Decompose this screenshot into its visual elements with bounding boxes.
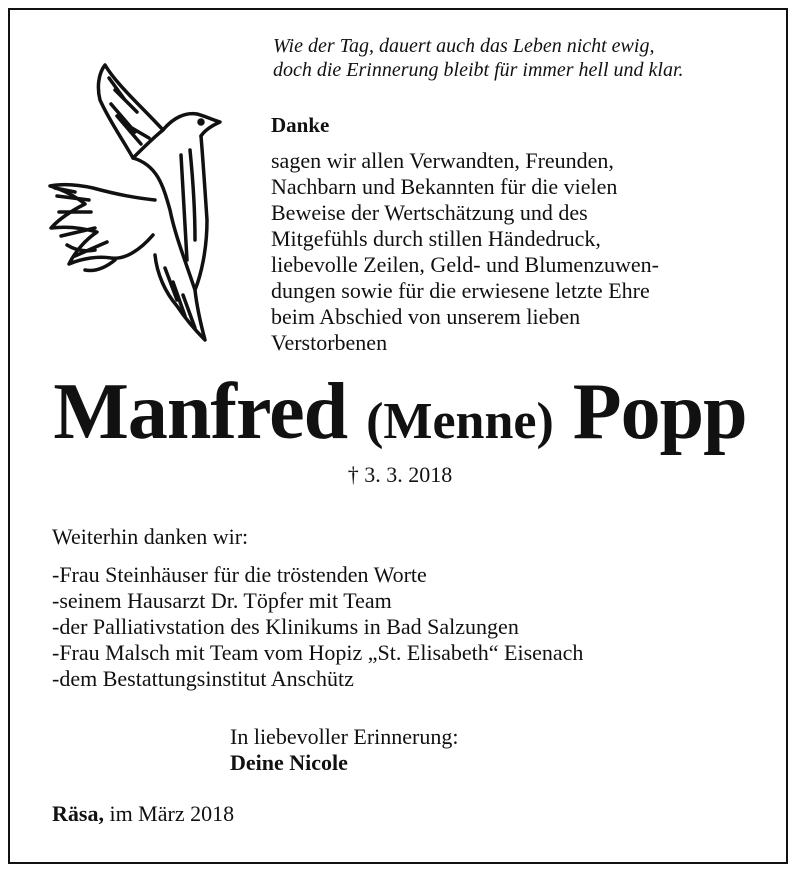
list-item: -der Palliativstation des Klinikums in Bad Salzungen [52,614,519,639]
town: Räsa, [52,801,104,826]
nickname: (Menne) [366,393,554,450]
thanks-line: Verstorbenen [271,330,388,355]
motto [273,34,773,82]
place-date [52,801,234,827]
thanks-line: Mitgefühls durch stillen Händedruck, [271,226,601,251]
further-thanks-list [52,562,583,692]
thanks-line: Nachbarn und Bekannten für die vielen [271,174,618,199]
thanks-body [271,148,761,356]
list-item: -Frau Malsch mit Team vom Hopiz „St. Elisabeth“ Eisenach [52,640,584,665]
thanks-heading: Danke [271,113,330,137]
death-date: † 3. 3. 2018 [347,462,453,487]
motto-line: doch die Erinnerung bleibt für immer hell und klar. [273,59,684,81]
motto-line: Wie der Tag, dauert auch das Leben nicht ewig, [273,35,655,57]
deceased-name [0,368,800,462]
memory-line: In liebevoller Erinnerung: [230,724,459,749]
list-item: -seinem Hausarzt Dr. Töpfer mit Team [52,588,392,613]
further-thanks-intro: Weiterhin danken wir: [52,524,249,549]
first-name: Manfred [53,368,348,456]
list-item: -Frau Steinhäuser für die tröstenden Worte [52,562,427,587]
last-name: Popp [572,368,747,456]
signature: Deine Nicole [230,750,348,775]
list-item: -dem Bestattungsinstitut Anschütz [52,666,354,691]
thanks-line: sagen wir allen Verwandten, Freunden, [271,148,614,173]
thanks-line: liebevolle Zeilen, Geld- und Blumenzuwen- [271,252,659,277]
date: im März 2018 [109,801,235,826]
dove-icon [45,60,250,345]
thanks-line: Beweise der Wertschätzung und des [271,200,588,225]
closing [230,724,458,776]
thanks-line: beim Abschied von unserem lieben [271,304,581,329]
thanks-line: dungen sowie für die erwiesene letzte Ehre [271,278,650,303]
